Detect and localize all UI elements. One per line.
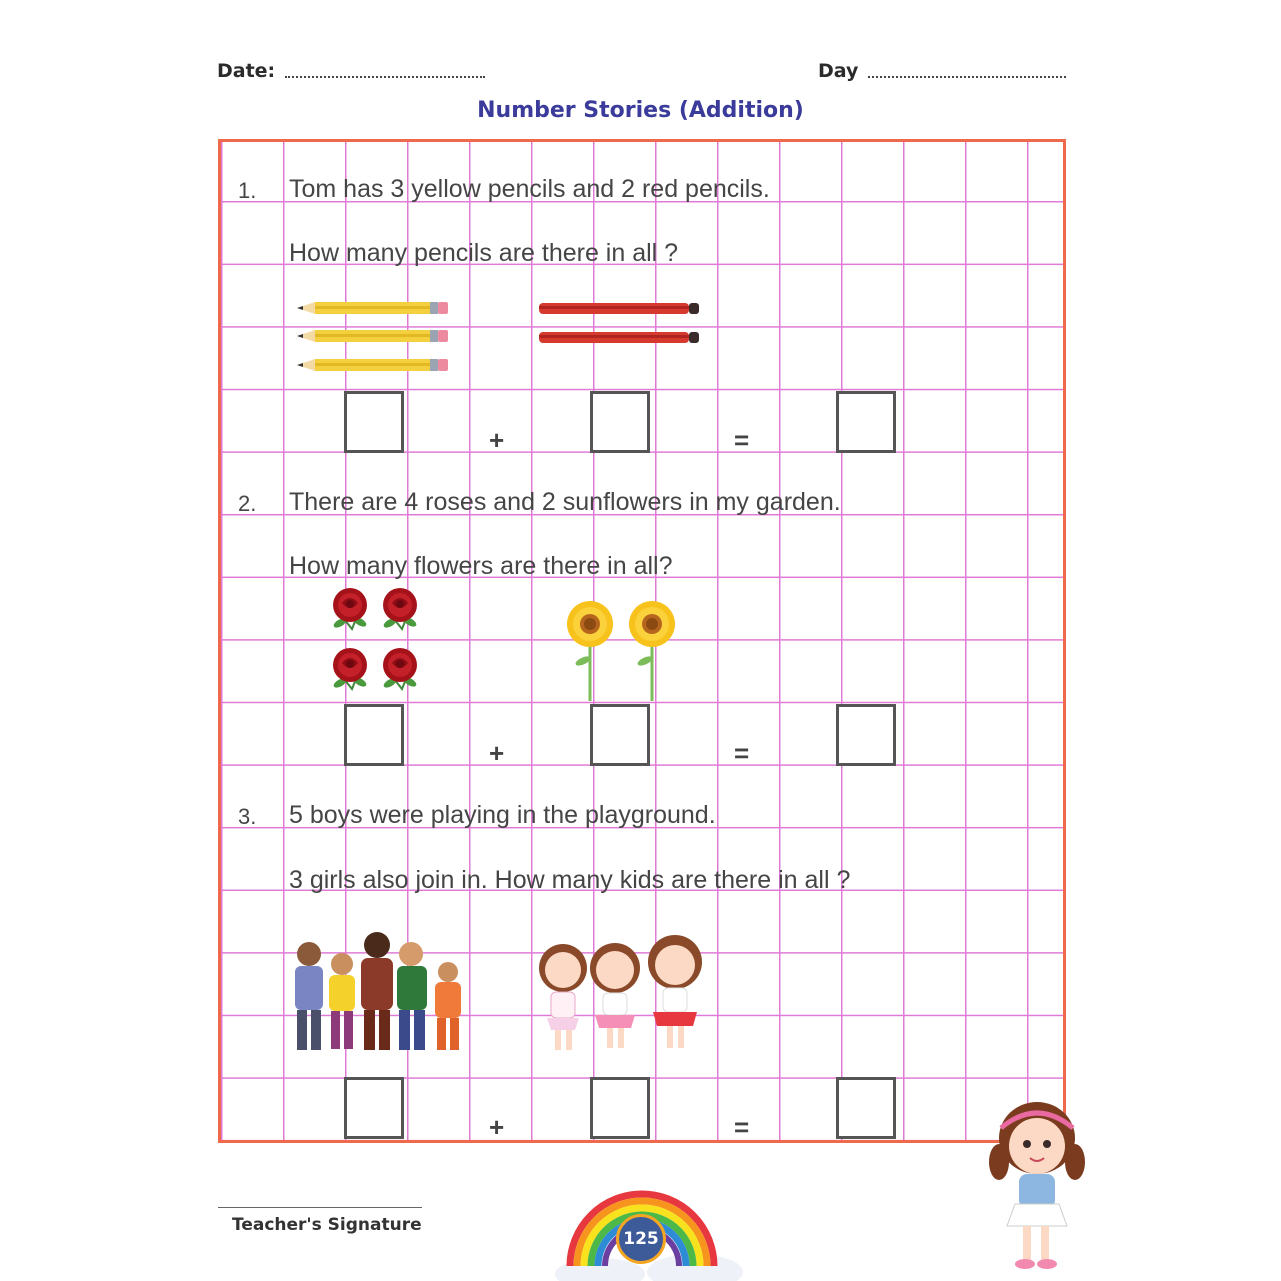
question-3-line-2: 3 girls also join in. How many kids are there in all ? <box>289 866 851 894</box>
boy-icon <box>397 942 427 1050</box>
question-2-number: 2. <box>238 491 257 516</box>
plus-sign: + <box>489 738 505 768</box>
boy-icon <box>361 932 393 1050</box>
answer-box-1a[interactable] <box>344 391 404 453</box>
plus-sign: + <box>489 425 505 455</box>
date-label: Date: <box>217 60 276 82</box>
plus-sign: + <box>489 1112 505 1142</box>
worksheet-title: Number Stories (Addition) <box>477 98 804 123</box>
question-1-line-2: How many pencils are there in all ? <box>289 239 679 267</box>
answer-box-3c[interactable] <box>836 1077 896 1139</box>
answer-box-3a[interactable] <box>344 1077 404 1139</box>
girl-icon <box>590 943 640 1048</box>
yellow-pencil-icon <box>297 302 448 314</box>
boy-icon <box>295 942 323 1050</box>
question-1-number: 1. <box>238 178 257 203</box>
rose-icon <box>382 588 418 630</box>
answer-box-1c[interactable] <box>836 391 896 453</box>
boy-icon <box>329 953 355 1049</box>
red-pencil-icon <box>539 303 699 314</box>
question-2-line-1: There are 4 roses and 2 sunflowers in my garden. <box>289 488 841 516</box>
answer-box-2a[interactable] <box>344 704 404 766</box>
answer-box-1b[interactable] <box>590 391 650 453</box>
question-3-number: 3. <box>238 804 257 829</box>
flowers-illustration <box>325 583 695 701</box>
answer-box-2c[interactable] <box>836 704 896 766</box>
yellow-pencil-icon <box>297 330 448 342</box>
answer-box-2b[interactable] <box>590 704 650 766</box>
question-2-line-2: How many flowers are there in all? <box>289 552 673 580</box>
pencils-illustration <box>295 298 715 378</box>
rose-icon <box>382 648 418 690</box>
equals-sign: = <box>734 425 750 455</box>
girl-icon <box>648 935 702 1048</box>
equals-sign: = <box>734 738 750 768</box>
day-label: Day <box>818 60 859 82</box>
equals-sign: = <box>734 1112 750 1142</box>
boy-icon <box>435 962 461 1050</box>
yellow-pencil-icon <box>297 359 448 371</box>
answer-box-3b[interactable] <box>590 1077 650 1139</box>
day-field-line[interactable] <box>868 76 1066 78</box>
teacher-signature-label: Teacher's Signature <box>232 1215 422 1235</box>
signature-line[interactable] <box>218 1207 422 1208</box>
rose-icon <box>332 588 368 630</box>
rose-icon <box>332 648 368 690</box>
red-pencil-icon <box>539 332 699 343</box>
girl-icon <box>539 944 587 1050</box>
question-3-line-1: 5 boys were playing in the playground. <box>289 801 716 829</box>
girl-mascot-illustration <box>985 1098 1085 1274</box>
kids-illustration <box>285 928 715 1058</box>
sunflower-icon <box>629 601 675 701</box>
question-1-line-1: Tom has 3 yellow pencils and 2 red pencils. <box>289 175 770 203</box>
sunflower-icon <box>567 601 613 701</box>
page-number-badge: 125 <box>616 1214 666 1264</box>
date-field-line[interactable] <box>285 76 485 78</box>
